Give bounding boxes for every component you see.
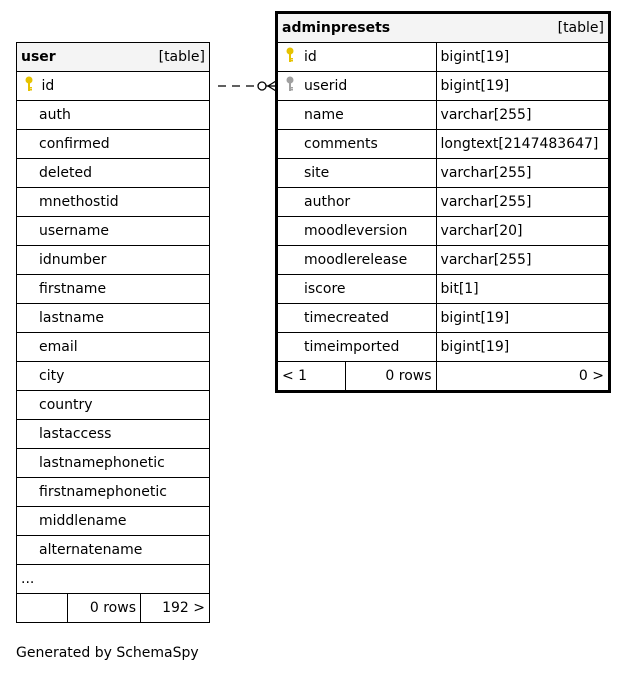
column-name: id [304,49,317,65]
column-type: bigint[19] [436,304,609,333]
column-name: firstnamephonetic [17,478,210,507]
column-name: iscore [304,281,346,297]
column-row[interactable] [277,159,610,188]
foreign-key-icon [282,76,298,96]
column-type: varchar[20] [436,217,609,246]
zero-marker [258,82,266,90]
column-name: lastaccess [17,420,210,449]
adminpresets-table[interactable] [275,11,611,393]
column-name: lastname [17,304,210,333]
column-name: lastnamephonetic [17,449,210,478]
nav-prev[interactable]: < 1 [277,362,346,392]
column-row[interactable] [17,188,210,217]
column-type: bigint[19] [436,72,609,101]
column-name: deleted [17,159,210,188]
column-row[interactable] [17,420,210,449]
column-name: country [17,391,210,420]
column-name-cell [277,72,437,101]
user-table[interactable] [16,42,210,623]
column-name-cell [277,101,437,130]
table-name: adminpresets [282,20,391,36]
column-name: email [17,333,210,362]
column-name-cell [277,130,437,159]
column-row[interactable] [277,130,610,159]
column-name-cell [277,304,437,333]
row-count: 0 rows [68,594,141,623]
column-name: timecreated [304,310,389,326]
column-name-cell [277,43,437,72]
column-name-cell [277,188,437,217]
column-row[interactable] [277,246,610,275]
nav-next[interactable]: 0 > [436,362,609,392]
column-name: mnethostid [17,188,210,217]
column-row-pk[interactable] [17,72,210,101]
table-kind: [table] [158,49,205,65]
row-count: 0 rows [345,362,436,392]
nav-next[interactable]: 192 > [141,594,210,623]
column-name: moodleversion [304,223,408,239]
column-type: varchar[255] [436,246,609,275]
column-row[interactable] [277,72,610,101]
column-type: bigint[19] [436,43,609,72]
column-row[interactable] [17,391,210,420]
column-row[interactable] [277,188,610,217]
column-row[interactable] [17,536,210,565]
column-name-cell [277,159,437,188]
table-kind: [table] [557,20,604,36]
column-row[interactable] [17,159,210,188]
column-row[interactable] [17,449,210,478]
column-row[interactable] [17,246,210,275]
column-type: bit[1] [436,275,609,304]
column-name: comments [304,136,378,152]
table-name: user [21,49,56,65]
column-type: varchar[255] [436,159,609,188]
column-name: timeimported [304,339,400,355]
more-columns[interactable]: ... [17,565,210,594]
column-name-cell [277,333,437,362]
column-name: auth [17,101,210,130]
nav-prev[interactable] [17,594,68,623]
column-row[interactable] [17,478,210,507]
adminpresets-table-header[interactable] [277,13,610,43]
column-row[interactable] [277,101,610,130]
generated-by-footer: Generated by SchemaSpy [16,645,199,661]
column-name: author [304,194,351,210]
column-name: idnumber [17,246,210,275]
column-row[interactable] [17,101,210,130]
column-row[interactable] [17,362,210,391]
column-name-cell [277,275,437,304]
column-name: alternatename [17,536,210,565]
column-name: username [17,217,210,246]
column-name: confirmed [17,130,210,159]
column-name: name [304,107,344,123]
column-row[interactable] [277,275,610,304]
column-row[interactable] [17,217,210,246]
column-name: firstname [17,275,210,304]
column-row[interactable] [277,304,610,333]
column-name: moodlerelease [304,252,408,268]
column-row[interactable] [277,217,610,246]
column-row[interactable] [277,333,610,362]
column-name-cell [277,246,437,275]
column-name: site [304,165,330,181]
column-name-cell [277,217,437,246]
primary-key-icon [21,76,37,96]
column-type: longtext[2147483647] [436,130,609,159]
column-row[interactable] [17,275,210,304]
primary-key-icon [282,47,298,67]
column-name: middlename [17,507,210,536]
column-name: userid [304,78,348,94]
column-type: varchar[255] [436,188,609,217]
column-row[interactable] [17,507,210,536]
user-table-header[interactable] [17,43,210,72]
column-row[interactable] [277,43,610,72]
column-row[interactable] [17,130,210,159]
column-name: id [41,78,55,94]
column-row[interactable] [17,333,210,362]
column-type: varchar[255] [436,101,609,130]
column-type: bigint[19] [436,333,609,362]
column-name: city [17,362,210,391]
column-row[interactable] [17,304,210,333]
